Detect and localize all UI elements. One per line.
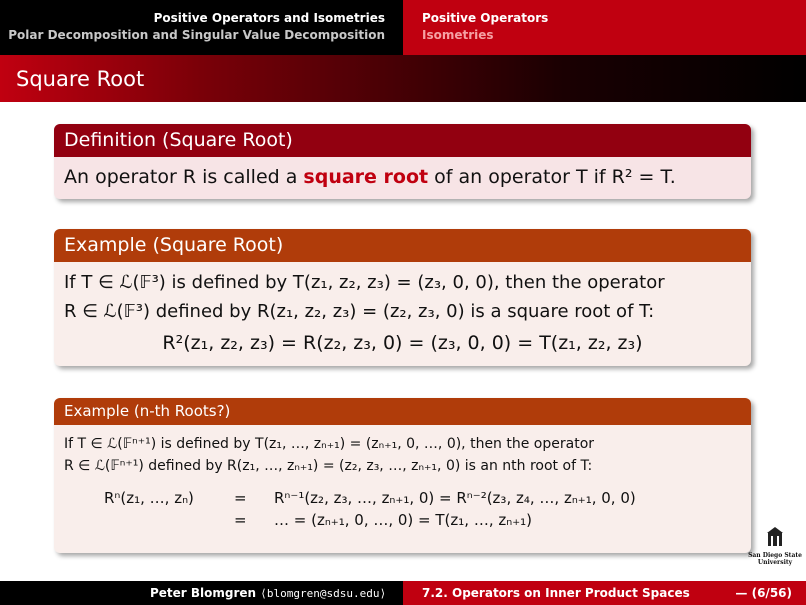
header-right-panel — [403, 0, 806, 55]
footer-left-panel — [0, 581, 403, 605]
header-next-subsection-link[interactable]: Isometries — [422, 28, 494, 42]
example-nth-roots-body — [54, 425, 751, 529]
example-nth-roots-line2: R ∈ ℒ(𝔽ⁿ⁺¹) defined by R(z₁, …, zₙ₊₁) = (z₂, z₃, …, zₙ₊₁, 0) is an nth root of T: — [64, 458, 593, 474]
header-subsection-link[interactable]: Polar Decomposition and Singular Value Decomposition — [8, 28, 385, 42]
frame-title-bar — [0, 55, 806, 102]
logo-text — [748, 552, 802, 566]
equation-lhs: Rⁿ(z₁, …, zₙ) — [104, 489, 194, 507]
definition-title: Definition (Square Root) — [54, 124, 751, 157]
logo-line2: University — [757, 559, 793, 566]
example-nth-roots-block — [54, 398, 751, 553]
author-email: ⟨blomgren@sdsu.edu⟩ — [260, 587, 387, 600]
header-left-panel — [0, 0, 403, 55]
footer-right-panel — [403, 581, 806, 605]
definition-block — [54, 124, 751, 199]
footer-section-title: 7.2. Operators on Inner Product Spaces — [422, 586, 690, 600]
footer-page-number: — (6/56) — [735, 586, 792, 600]
equation-rhs-2: … = (zₙ₊₁, 0, …, 0) = T(z₁, …, zₙ₊₁) — [274, 511, 532, 529]
example-square-root-equation: R²(z₁, z₂, z₃) = R(z₂, z₃, 0) = (z₃, 0, 0) = T(z₁, z₂, z₃) — [162, 332, 643, 354]
header-bar — [0, 0, 806, 55]
equation-sign-1: = — [234, 489, 247, 507]
footer-bar — [0, 581, 806, 605]
header-current-subsection-link[interactable]: Positive Operators — [422, 11, 549, 25]
frame-title: Square Root — [16, 67, 145, 91]
example-square-root-title: Example (Square Root) — [54, 229, 751, 262]
example-square-root-block — [54, 229, 751, 366]
footer-author — [150, 586, 386, 600]
definition-text-before: An operator R is called a — [64, 166, 304, 188]
example-nth-roots-title: Example (n-th Roots?) — [54, 398, 751, 425]
author-name: Peter Blomgren — [150, 586, 257, 600]
header-section-link[interactable]: Positive Operators and Isometries — [153, 11, 385, 25]
definition-highlight: square root — [303, 166, 429, 188]
example-square-root-body — [54, 262, 751, 360]
sdsu-logo — [748, 526, 802, 568]
example-nth-roots-line1: If T ∈ ℒ(𝔽ⁿ⁺¹) is defined by T(z₁, …, zₙ₊₁) = (zₙ₊₁, 0, …, 0), then the operator — [64, 436, 595, 452]
university-crest-icon — [766, 526, 784, 548]
example-square-root-line2: R ∈ ℒ(𝔽³) defined by R(z₁, z₂, z₃) = (z₂, z₃, 0) is a square root of T: — [64, 301, 655, 322]
example-square-root-line1: If T ∈ ℒ(𝔽³) is defined by T(z₁, z₂, z₃) = (z₃, 0, 0), then the operator — [64, 272, 665, 293]
logo-line1: San Diego State — [748, 552, 802, 559]
definition-body — [54, 157, 751, 188]
equation-sign-2: = — [234, 511, 247, 529]
definition-text-after: of an operator T if R² = T. — [428, 166, 676, 188]
equation-rhs-1: Rⁿ⁻¹(z₂, z₃, …, zₙ₊₁, 0) = Rⁿ⁻²(z₃, z₄, …, zₙ₊₁, 0, 0) — [274, 489, 636, 507]
